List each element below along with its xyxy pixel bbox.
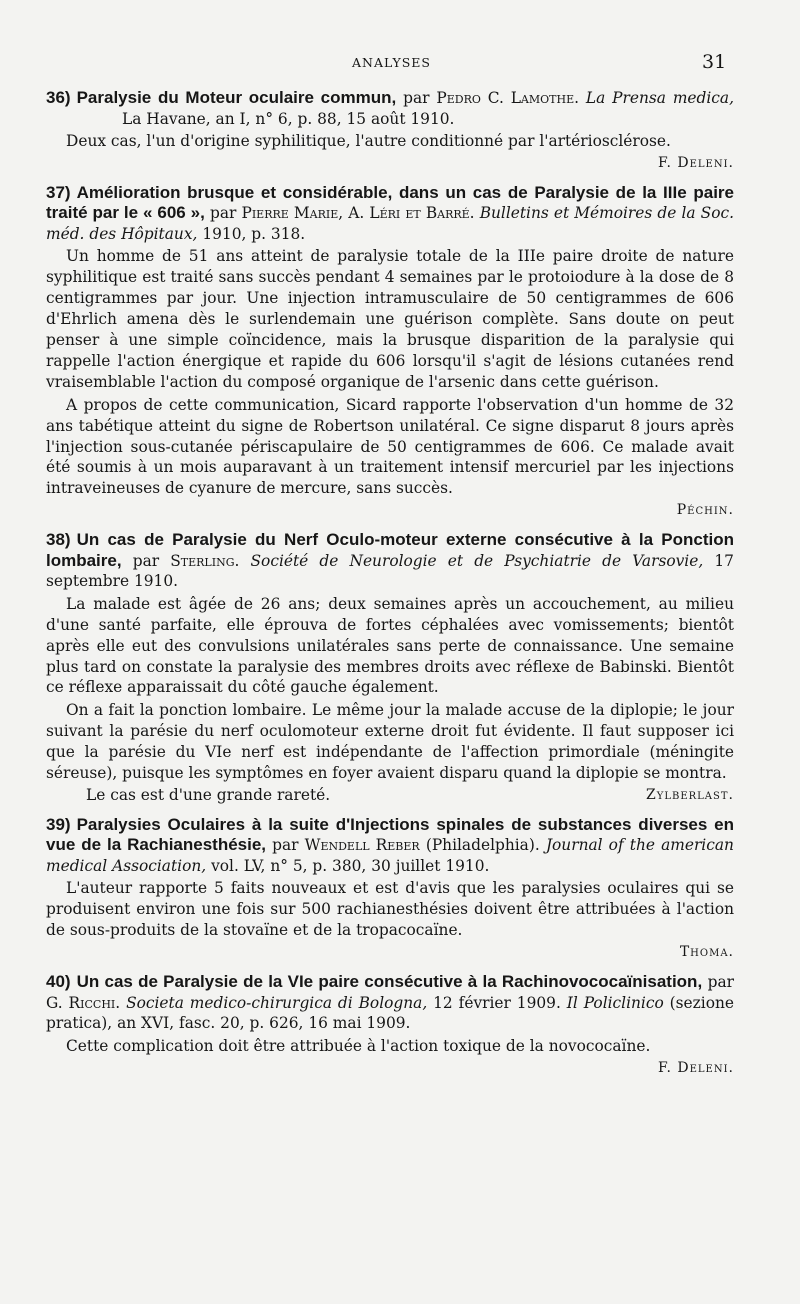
article-journal: Société de Neurologie et de Psychiatrie de Varsovie, <box>250 551 704 570</box>
article-paragraph: Un homme de 51 ans atteint de paralysie totale de la IIIe paire droite de nature syphilitique est traité sans succès pendant 4 semaines par le protoiodure à la dose de 8 centigrammes par jour. Une injection intramusculaire de 50 centigrammes de 606 d'Ehrlich amena dès le surlendemain une guérison complète. Sans doute on peut penser à une simple coïncidence, mais la brusque disparition de la paralysie qui rappelle l'action énergique et rapide du 606 lorsqu'il s'agit de lésions cutanées rend vraisemblable l'action du composé organique de l'arsenic dans cette guérison. <box>46 247 734 391</box>
article-heading <box>46 88 734 129</box>
article-title: Un cas de Paralysie du Nerf Oculo-moteur externe consécutive à la Ponction lombaire, <box>46 530 734 570</box>
article-signature: Péchin. <box>676 502 734 519</box>
article-number: 37) <box>46 182 71 202</box>
article-39 <box>46 815 734 962</box>
article-reference: 1910, p. 318. <box>202 224 306 243</box>
article-number: 39) <box>46 814 71 834</box>
article-reference: 12 février 1909. <box>433 993 561 1012</box>
article-journal: La Prensa medica, <box>585 89 734 107</box>
article-title: Paralysies Oculaires à la suite d'Injections spinales de substances diverses en vue de la Rachianesthésie, <box>46 814 734 855</box>
article-paragraph: Deux cas, l'un d'origine syphilitique, l'autre conditionné par l'artériosclérose. <box>66 132 671 150</box>
article-paragraph: A propos de cette communication, Sicard rapporte l'observation d'un homme de 32 ans tabétique atteint du signe de Robertson unilatéral. Ce signe disparut 8 jours après l'injection sous-cutanée périscapulaire de 50 centigrammes de 606. Ce malade avait été soumis à un mois auparavant à un traitement intensif mercuriel par les injections intraveineuses de cyanure de mercure, sans succès. <box>46 395 734 498</box>
by-word: par <box>132 551 160 570</box>
article-paragraph: L'auteur rapporte 5 faits nouveaux et est d'avis que les paralysies oculaires qui se produisent environ une fois sur 500 rachianesthésies doivent être attribuées à l'action de sous-produits de la stovaïne et de la tropacocaïne. <box>46 879 734 940</box>
article-author: Pierre Marie, A. Léri et Barré. <box>241 204 475 223</box>
article-number: 40) <box>46 972 71 992</box>
article-signature: F. Deleni. <box>657 1059 734 1076</box>
article-location: (Philadelphia). <box>425 836 540 855</box>
article-title: Amélioration brusque et considérable, dans un cas de Paralysie de la IIIe paire traité par le « 606 », <box>46 182 734 223</box>
page-number: 31 <box>702 51 727 73</box>
by-word: par <box>403 89 430 107</box>
article-reference: vol. LV, n° 5, p. 380, 30 juillet 1910. <box>211 856 490 875</box>
article-37 <box>46 183 734 520</box>
article-paragraph: La malade est âgée de 26 ans; deux semaines après un accouchement, au milieu d'une santé parfaite, elle éprouva de fortes céphalées avec vomissements; bientôt après elle eut des convulsions unilatérales sans perte de connaissance. Une semaine plus tard on constate la paralysie des membres droits avec réflexe de Babinski. Bientôt ce réflexe apparaissait du côté gauche également. <box>46 594 734 697</box>
article-signature: Thoma. <box>679 944 734 961</box>
article-journal: Bulletins et Mémoires de la Soc. méd. des Hôpitaux, <box>46 204 734 243</box>
article-paragraph: On a fait la ponction lombaire. Le même jour la malade accuse de la diplopie; le jour suivant la parésie du nerf oculomoteur externe droit fut évidente. Il faut supposer ici que la parésie du VIe nerf est indépendante de l'affection primordiale (méningite séreuse), puisque les symptômes en foyer avaient disparu quand la diplopie se montra. <box>46 701 734 783</box>
article-reference: La Havane, an I, n° 6, p. 88, 15 août 1910. <box>122 109 455 128</box>
by-word: par <box>209 204 237 223</box>
article-reference-secondary: (sezione pratica), an XVI, fasc. 20, p. 626, 16 mai 1909. <box>46 993 734 1033</box>
article-paragraph: Cette complication doit être attribuée à l'action toxique de la novococaïne. <box>66 1036 651 1055</box>
article-number: 38) <box>46 530 71 550</box>
article-36 <box>46 88 734 173</box>
running-head: ANALYSES <box>352 55 431 70</box>
by-word: par <box>707 973 734 992</box>
article-40 <box>46 972 734 1077</box>
article-author: Wendell Reber <box>304 836 420 855</box>
article-author: Sterling. <box>170 551 240 570</box>
by-word: par <box>272 836 299 855</box>
article-journal: Societa medico-chirurgica di Bologna, <box>126 993 428 1012</box>
article-heading <box>46 815 734 877</box>
article-reference: 17 septembre 1910. <box>46 551 734 591</box>
article-heading <box>46 530 734 592</box>
article-heading <box>46 972 734 1034</box>
article-author: Pedro C. Lamothe. <box>436 89 580 107</box>
article-signature: F. Deleni. <box>657 154 734 171</box>
article-title: Un cas de Paralysie de la VIe paire consécutive à la Rachinovococaïnisation, <box>76 972 703 992</box>
page-header <box>0 51 800 77</box>
article-heading <box>46 183 734 245</box>
articles <box>46 88 734 1088</box>
article-title: Paralysie du Moteur oculaire commun, <box>76 88 397 107</box>
article-author: G. Ricchi. <box>46 993 121 1012</box>
closing-line <box>46 786 734 805</box>
article-journal: Journal of the american medical Association, <box>46 836 734 875</box>
article-signature: Zylberlast. <box>646 786 734 803</box>
article-journal-secondary: Il Policlinico <box>566 993 664 1012</box>
article-number: 36) <box>46 88 71 107</box>
article-38 <box>46 530 734 805</box>
article-closing: Le cas est d'une grande rareté. <box>86 785 331 804</box>
